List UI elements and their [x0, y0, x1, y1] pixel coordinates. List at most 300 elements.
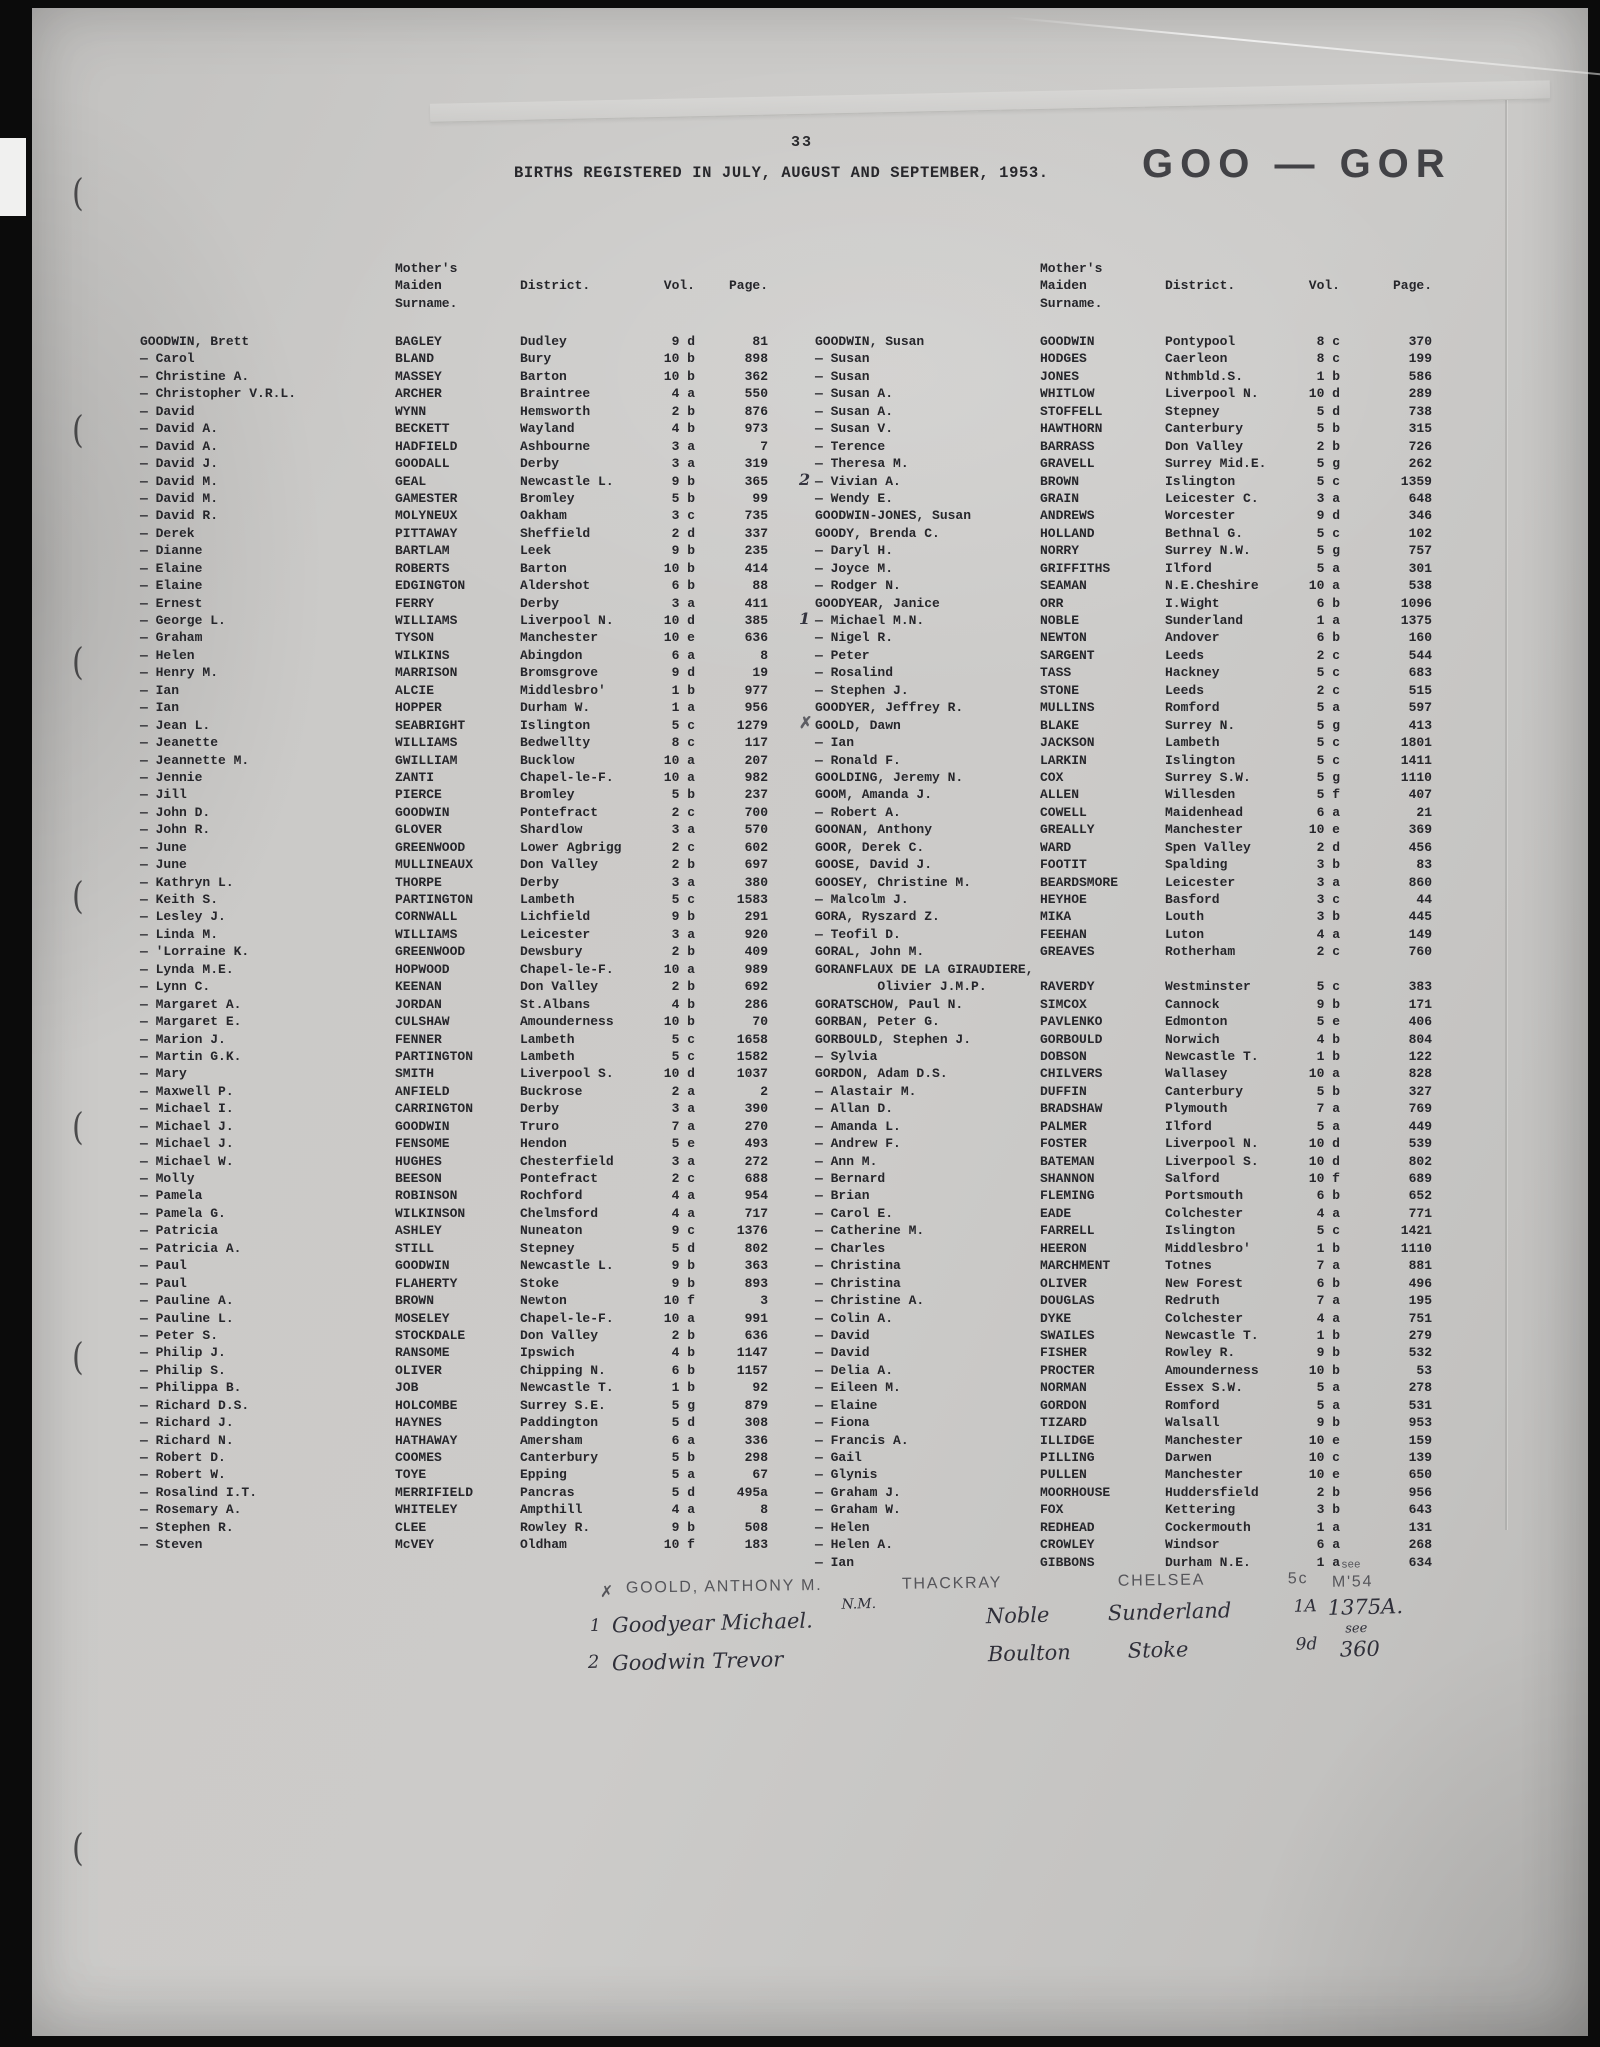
index-row: [140, 1100, 768, 1117]
index-row: [815, 612, 1432, 629]
entry-mother-maiden-surname: MERRIFIELD: [395, 1484, 474, 1500]
entry-district: Hackney: [1165, 665, 1220, 681]
header-mothers-maiden-surname: [395, 260, 520, 312]
entry-district: Ilford: [1165, 560, 1212, 576]
entry-volume: 4 b: [671, 996, 695, 1012]
entry-page: 237: [744, 787, 768, 803]
entry-district: Surrey N.W.: [1165, 543, 1251, 559]
handwritten-margin-mark: 2: [799, 469, 811, 489]
entry-name: — Richard D.S.: [140, 1397, 250, 1413]
footnote-district: CHELSEA: [1117, 1571, 1206, 1590]
entry-page: 319: [744, 456, 768, 472]
entry-mother-maiden-surname: MASSEY: [395, 368, 442, 384]
header-page: Page.: [728, 278, 768, 294]
index-row: [140, 717, 768, 734]
entry-page: 493: [744, 1136, 768, 1152]
entry-volume: 9 b: [671, 1275, 695, 1291]
entry-mother-maiden-surname: DOBSON: [1040, 1048, 1087, 1064]
entry-volume: 2 b: [1316, 1484, 1340, 1500]
entry-volume: 5 c: [671, 1048, 695, 1064]
entry-name: — Malcolm J.: [815, 892, 909, 907]
index-row: [140, 996, 768, 1013]
entry-page: 954: [744, 1188, 768, 1204]
index-row: [140, 438, 768, 455]
entry-name: — Maxwell P.: [140, 1083, 234, 1099]
entry-volume: 2 b: [671, 979, 695, 995]
entry-page: 643: [1408, 1502, 1432, 1518]
header-line: Maiden: [395, 278, 442, 294]
underlying-sheet-top-edge: [430, 80, 1550, 122]
entry-page: 7: [760, 438, 768, 454]
entry-district: Rochford: [520, 1188, 583, 1204]
entry-district: Surrey N.: [1165, 717, 1236, 733]
index-row: [815, 1449, 1432, 1466]
entry-name: — Susan A.: [815, 403, 894, 419]
entry-district: Chapel-le-F.: [520, 1310, 614, 1326]
entry-name: — Robert D.: [140, 1450, 226, 1465]
entry-district: Manchester: [1165, 822, 1244, 838]
index-row: [815, 1048, 1432, 1065]
entry-mother-maiden-surname: MULLINEAUX: [395, 857, 474, 873]
entry-volume: 4 a: [671, 1502, 695, 1518]
entry-volume: 10 f: [663, 1537, 695, 1553]
entry-page: 1375: [1400, 613, 1432, 628]
entry-volume: 9 b: [671, 473, 695, 489]
entry-name: GORBAN, Peter G.: [815, 1014, 940, 1030]
entry-page: 81: [752, 334, 768, 349]
entry-district: Edmonton: [1165, 1014, 1228, 1030]
entry-name: — Fiona: [815, 1415, 870, 1431]
entry-mother-maiden-surname: MOLYNEUX: [395, 508, 458, 524]
entry-mother-maiden-surname: TIZARD: [1040, 1415, 1087, 1431]
entry-mother-maiden-surname: ROBERTS: [395, 560, 450, 576]
header-vol: Vol.: [1308, 278, 1340, 294]
entry-page: 195: [1408, 1293, 1432, 1309]
entry-mother-maiden-surname: BROWN: [1040, 473, 1080, 489]
entry-volume: 10 d: [1308, 1136, 1340, 1152]
entry-district: Salford: [1165, 1171, 1220, 1186]
entry-district: Spen Valley: [1165, 839, 1251, 855]
entry-mother-maiden-surname: MOORHOUSE: [1040, 1484, 1111, 1500]
entry-volume: [1295, 961, 1340, 978]
entry-district: Lambeth: [520, 1048, 575, 1064]
index-row: [140, 1031, 768, 1048]
entry-mother-maiden-surname: KEENAN: [395, 979, 442, 995]
entry-page: 117: [744, 735, 768, 751]
entry-volume: 5 c: [1316, 735, 1340, 751]
entry-mother-maiden-surname: FISHER: [1040, 1345, 1087, 1361]
entry-district: Lichfield: [520, 909, 591, 925]
entry-district: Surrey Mid.E.: [1165, 456, 1267, 472]
entry-page: 1658: [736, 1031, 768, 1047]
entry-name: — Jeannette M.: [140, 752, 250, 768]
entry-volume: 10 e: [1308, 822, 1340, 838]
entry-page: 8: [760, 1502, 768, 1518]
entry-volume: 6 a: [1316, 1537, 1340, 1553]
entry-page: 652: [1408, 1188, 1432, 1204]
header-vol: Vol.: [663, 278, 695, 294]
entry-district: Aldershot: [520, 578, 591, 594]
entry-district: Buckrose: [520, 1083, 583, 1099]
entry-page: 268: [1408, 1537, 1432, 1553]
entry-district: Pontefract: [520, 1171, 599, 1186]
entry-page: 449: [1408, 1118, 1432, 1134]
entry-volume: 2 c: [1316, 647, 1340, 663]
entry-district: Huddersfield: [1165, 1484, 1259, 1500]
entry-name: — June: [140, 857, 187, 873]
entry-page: 3: [760, 1293, 768, 1309]
entry-mother-maiden-surname: HADFIELD: [395, 438, 458, 454]
entry-page: 406: [1408, 1014, 1432, 1030]
index-row: [140, 699, 768, 716]
index-row: [140, 1083, 768, 1100]
entry-volume: 2 b: [671, 857, 695, 873]
entry-district: Wayland: [520, 421, 575, 437]
index-row: [815, 438, 1432, 455]
entry-name: — Jean L.: [140, 717, 211, 733]
entry-page: 1147: [736, 1345, 768, 1361]
entry-name: — Paul: [140, 1258, 187, 1274]
entry-name: — Graham W.: [815, 1502, 901, 1518]
index-row: [815, 1170, 1432, 1187]
entry-volume: 4 a: [671, 386, 695, 402]
index-row: [140, 734, 768, 751]
entry-district: Surrey S.W.: [1165, 769, 1251, 785]
entry-mother-maiden-surname: GOODWIN: [395, 804, 450, 820]
entry-page: 262: [1408, 456, 1432, 472]
entry-mother-maiden-surname: PULLEN: [1040, 1467, 1087, 1483]
entry-district: Liverpool S.: [520, 1066, 614, 1082]
entry-volume: 5 a: [1316, 700, 1340, 716]
entry-mother-maiden-surname: SARGENT: [1040, 647, 1095, 663]
entry-volume: 6 a: [1316, 804, 1340, 820]
entry-mother-maiden-surname: DUFFIN: [1040, 1083, 1087, 1099]
entry-name: — Keith S.: [140, 892, 219, 907]
entry-district: Manchester: [1165, 1432, 1244, 1448]
entry-page: 751: [1408, 1310, 1432, 1326]
index-row: [815, 874, 1432, 891]
entry-page: 893: [744, 1275, 768, 1291]
entry-district: Romford: [1165, 700, 1220, 716]
entry-page: 956: [744, 700, 768, 716]
entry-district: Rowley R.: [520, 1519, 591, 1535]
entry-mother-maiden-surname: SIMCOX: [1040, 996, 1087, 1012]
entry-mother-maiden-surname: HATHAWAY: [395, 1432, 458, 1448]
entry-page: 717: [744, 1205, 768, 1221]
entry-district: Rowley R.: [1165, 1345, 1236, 1361]
entry-volume: 1 b: [1316, 1240, 1340, 1256]
entry-volume: 6 a: [671, 1432, 695, 1448]
entry-district: Bethnal G.: [1165, 525, 1244, 541]
index-row: [815, 1397, 1432, 1414]
entry-district: Amersham: [520, 1432, 583, 1448]
entry-page: 385: [744, 613, 768, 628]
footnote-district: Sunderland: [1107, 1598, 1232, 1626]
entry-page: 183: [744, 1537, 768, 1553]
entry-mother-maiden-surname: CROWLEY: [1040, 1537, 1095, 1553]
entry-mother-maiden-surname: TOYE: [395, 1467, 427, 1483]
entry-page: 337: [744, 525, 768, 541]
entry-district: Epping: [520, 1467, 567, 1483]
binding-mark: (: [72, 1105, 84, 1150]
entry-name: — Catherine M.: [815, 1223, 925, 1239]
entry-volume: 2 b: [1316, 438, 1340, 454]
entry-volume: 7 a: [671, 1118, 695, 1134]
entry-volume: 2 a: [671, 1083, 695, 1099]
entry-name: — Ian: [815, 735, 855, 751]
entry-mother-maiden-surname: PROCTER: [1040, 1362, 1095, 1378]
index-row: [140, 874, 768, 891]
entry-district: Colchester: [1165, 1310, 1244, 1326]
entry-district: Norwich: [1165, 1031, 1220, 1047]
entry-name: — Francis A.: [815, 1432, 909, 1448]
entry-volume: 1 b: [1316, 368, 1340, 384]
column-headers-right: [815, 260, 1432, 312]
entry-district: Worcester: [1165, 508, 1236, 524]
entry-volume: 5 c: [671, 1031, 695, 1047]
entry-name: GORBOULD, Stephen J.: [815, 1031, 972, 1047]
entry-district: Don Valley: [520, 979, 599, 995]
entry-page: 346: [1408, 508, 1432, 524]
entry-mother-maiden-surname: COOMES: [395, 1450, 442, 1465]
entry-volume: 4 a: [671, 1188, 695, 1204]
entry-volume: 10 a: [663, 769, 695, 785]
entry-page: 83: [1416, 857, 1432, 873]
binding-mark: (: [72, 171, 84, 216]
entry-name: — Ian: [140, 700, 180, 716]
entry-page: 735: [744, 508, 768, 524]
index-row: [815, 891, 1432, 908]
entry-volume: 3 a: [671, 822, 695, 838]
footnote-superscript: N.M.: [841, 1595, 877, 1613]
entry-page: 407: [1408, 787, 1432, 803]
entry-page: 771: [1408, 1205, 1432, 1221]
entry-page: 1110: [1400, 1240, 1432, 1256]
index-row: [140, 856, 768, 873]
entry-volume: 8 c: [671, 735, 695, 751]
handwritten-margin-mark: 1: [799, 609, 811, 629]
index-row: [140, 1432, 768, 1449]
entry-page: 956: [1408, 1484, 1432, 1500]
entry-volume: 4 a: [671, 1205, 695, 1221]
footnote-maiden: Boulton: [987, 1640, 1072, 1667]
index-row: [140, 1240, 768, 1257]
entry-mother-maiden-surname: JONES: [1040, 368, 1080, 384]
index-row: [815, 769, 1432, 786]
entry-volume: 6 b: [1316, 595, 1340, 611]
index-row: [815, 699, 1432, 716]
index-row: [815, 368, 1432, 385]
entry-district: Durham W.: [520, 700, 591, 716]
entry-page: 1110: [1400, 769, 1432, 785]
entry-page: 159: [1408, 1432, 1432, 1448]
entry-mother-maiden-surname: ASHLEY: [395, 1223, 442, 1239]
entry-page: 380: [744, 874, 768, 890]
index-row: [815, 908, 1432, 925]
entry-district: Derby: [520, 874, 560, 890]
entry-name: — David: [815, 1345, 870, 1361]
entry-name: — Vivian A.: [815, 473, 901, 489]
entry-page: 279: [1408, 1327, 1432, 1343]
entry-page: 495a: [736, 1484, 768, 1500]
index-row: [140, 769, 768, 786]
entry-page: 1157: [736, 1362, 768, 1378]
entry-mother-maiden-surname: SWAILES: [1040, 1327, 1095, 1343]
entry-volume: 10 d: [663, 613, 695, 628]
entry-volume: 9 b: [671, 909, 695, 925]
index-row: [815, 525, 1432, 542]
index-row: [815, 752, 1432, 769]
entry-page: 308: [744, 1415, 768, 1431]
entry-page: 496: [1408, 1275, 1432, 1291]
footnote-name: GOOLD, ANTHONY M.: [625, 1576, 823, 1597]
entry-volume: 5 c: [671, 717, 695, 733]
entry-district: Derby: [520, 1101, 560, 1117]
entry-district: Darwen: [1165, 1450, 1212, 1465]
entry-mother-maiden-surname: GWILLIAM: [395, 752, 458, 768]
entry-page: 636: [744, 630, 768, 646]
entry-mother-maiden-surname: EDGINGTON: [395, 578, 466, 594]
index-row: [815, 1484, 1432, 1501]
index-row: [815, 385, 1432, 402]
entry-page: 1359: [1400, 473, 1432, 489]
entry-mother-maiden-surname: WYNN: [395, 403, 427, 419]
entry-volume: 1 b: [671, 682, 695, 698]
entry-page: 1582: [736, 1048, 768, 1064]
entry-name: — David: [815, 1327, 870, 1343]
entry-volume: 3 b: [1316, 857, 1340, 873]
entry-name: — Michael I.: [140, 1101, 234, 1117]
entry-page: 445: [1408, 909, 1432, 925]
entry-volume: 5 c: [1316, 1223, 1340, 1239]
entry-page: 697: [744, 857, 768, 873]
entry-mother-maiden-surname: WILLIAMS: [395, 926, 458, 942]
entry-volume: 10 b: [663, 1014, 695, 1030]
index-row: [140, 786, 768, 803]
page-title: BIRTHS REGISTERED IN JULY, AUGUST AND SEPTEMBER, 1953.: [514, 164, 1049, 182]
entry-page: 989: [744, 961, 768, 977]
entry-mother-maiden-surname: FARRELL: [1040, 1223, 1095, 1239]
index-row: [140, 821, 768, 838]
entry-volume: 4 b: [671, 421, 695, 437]
entry-volume: 4 b: [671, 1345, 695, 1361]
entry-page: 973: [744, 421, 768, 437]
entry-district: Islington: [1165, 473, 1236, 489]
entry-volume: 5 g: [1316, 769, 1340, 785]
entry-page: 881: [1408, 1258, 1432, 1274]
index-row: [815, 420, 1432, 437]
entry-name: — Charles: [815, 1240, 886, 1256]
entry-page: 953: [1408, 1415, 1432, 1431]
entry-volume: 5 b: [1316, 421, 1340, 437]
entry-volume: 9 b: [671, 1258, 695, 1274]
entry-name: — Rosalind I.T.: [140, 1484, 258, 1500]
entry-name: — Stephen R.: [140, 1519, 234, 1535]
footnote-page: M'54: [1331, 1573, 1374, 1591]
index-row: [815, 1432, 1432, 1449]
cross-mark: ✗: [599, 1583, 616, 1601]
entry-volume: 5 b: [671, 1450, 695, 1465]
entry-page: 802: [1408, 1153, 1432, 1169]
entry-name: — Susan V.: [815, 421, 894, 437]
entry-name: — Patricia A.: [140, 1240, 242, 1256]
index-row: [140, 542, 768, 559]
entry-mother-maiden-surname: COX: [1040, 769, 1064, 785]
index-row: [140, 1222, 768, 1239]
binding-mark: (: [72, 1826, 84, 1871]
entry-mother-maiden-surname: GORDON: [1040, 1397, 1087, 1413]
entry-page: 315: [1408, 421, 1432, 437]
entry-district: Maidenhead: [1165, 804, 1244, 820]
entry-name: — Susan: [815, 368, 870, 384]
entry-name: — Patricia: [140, 1223, 219, 1239]
index-row: [815, 1257, 1432, 1274]
entry-district: Don Valley: [1165, 438, 1244, 454]
index-row: [140, 1257, 768, 1274]
entry-name: — Carol: [140, 351, 195, 367]
entry-name: — Lesley J.: [140, 909, 226, 925]
entry-mother-maiden-surname: HOPWOOD: [395, 961, 450, 977]
entry-name: — Elaine: [140, 560, 203, 576]
index-row: [815, 978, 1432, 995]
entry-volume: 5 g: [1316, 717, 1340, 733]
entry-district: N.E.Cheshire: [1165, 578, 1259, 594]
entry-page: 298: [744, 1450, 768, 1465]
entry-page: 88: [752, 578, 768, 594]
entry-name: — Graham: [140, 630, 203, 646]
index-row: [140, 1379, 768, 1396]
index-row: [140, 560, 768, 577]
entry-mother-maiden-surname: GOODWIN: [1040, 334, 1095, 349]
entry-name: — Derek: [140, 525, 195, 541]
index-row: [815, 1275, 1432, 1292]
entry-district: Chapel-le-F.: [520, 769, 614, 785]
entry-mother-maiden-surname: WILLIAMS: [395, 613, 458, 628]
entry-mother-maiden-surname: GREENWOOD: [395, 839, 466, 855]
entry-district: Bromsgrove: [520, 665, 599, 681]
entry-name: — Kathryn L.: [140, 874, 234, 890]
index-row: [815, 490, 1432, 507]
entry-district: Chelmsford: [520, 1205, 599, 1221]
entry-mother-maiden-surname: GOODWIN: [395, 1258, 450, 1274]
index-row: [815, 734, 1432, 751]
entry-district: Stoke: [520, 1275, 560, 1291]
entry-volume: 3 c: [1316, 892, 1340, 907]
entry-volume: 3 a: [671, 874, 695, 890]
entry-name: — Robert W.: [140, 1467, 226, 1483]
entry-mother-maiden-surname: EADE: [1040, 1205, 1072, 1221]
entry-mother-maiden-surname: FOSTER: [1040, 1136, 1087, 1152]
entry-district: Essex S.W.: [1165, 1380, 1244, 1396]
entry-name: GOODWIN, Brett: [140, 334, 250, 349]
entry-name: — David R.: [140, 508, 219, 524]
entry-name: — Rosalind: [815, 665, 894, 681]
entry-name: — John R.: [140, 822, 211, 838]
entry-volume: 10 a: [663, 1310, 695, 1326]
index-row: [815, 717, 1432, 734]
entry-page: 860: [1408, 874, 1432, 890]
header-page: Page.: [1392, 278, 1432, 294]
entry-district: Bucklow: [520, 752, 575, 768]
entry-mother-maiden-surname: MARRISON: [395, 665, 458, 681]
entry-mother-maiden-surname: [1040, 961, 1165, 978]
entry-page: 409: [744, 944, 768, 960]
index-row: [140, 1501, 768, 1518]
entry-page: 1037: [736, 1066, 768, 1082]
entry-volume: 5 a: [1316, 1397, 1340, 1413]
index-row: [140, 1344, 768, 1361]
entry-district: Barton: [520, 560, 567, 576]
